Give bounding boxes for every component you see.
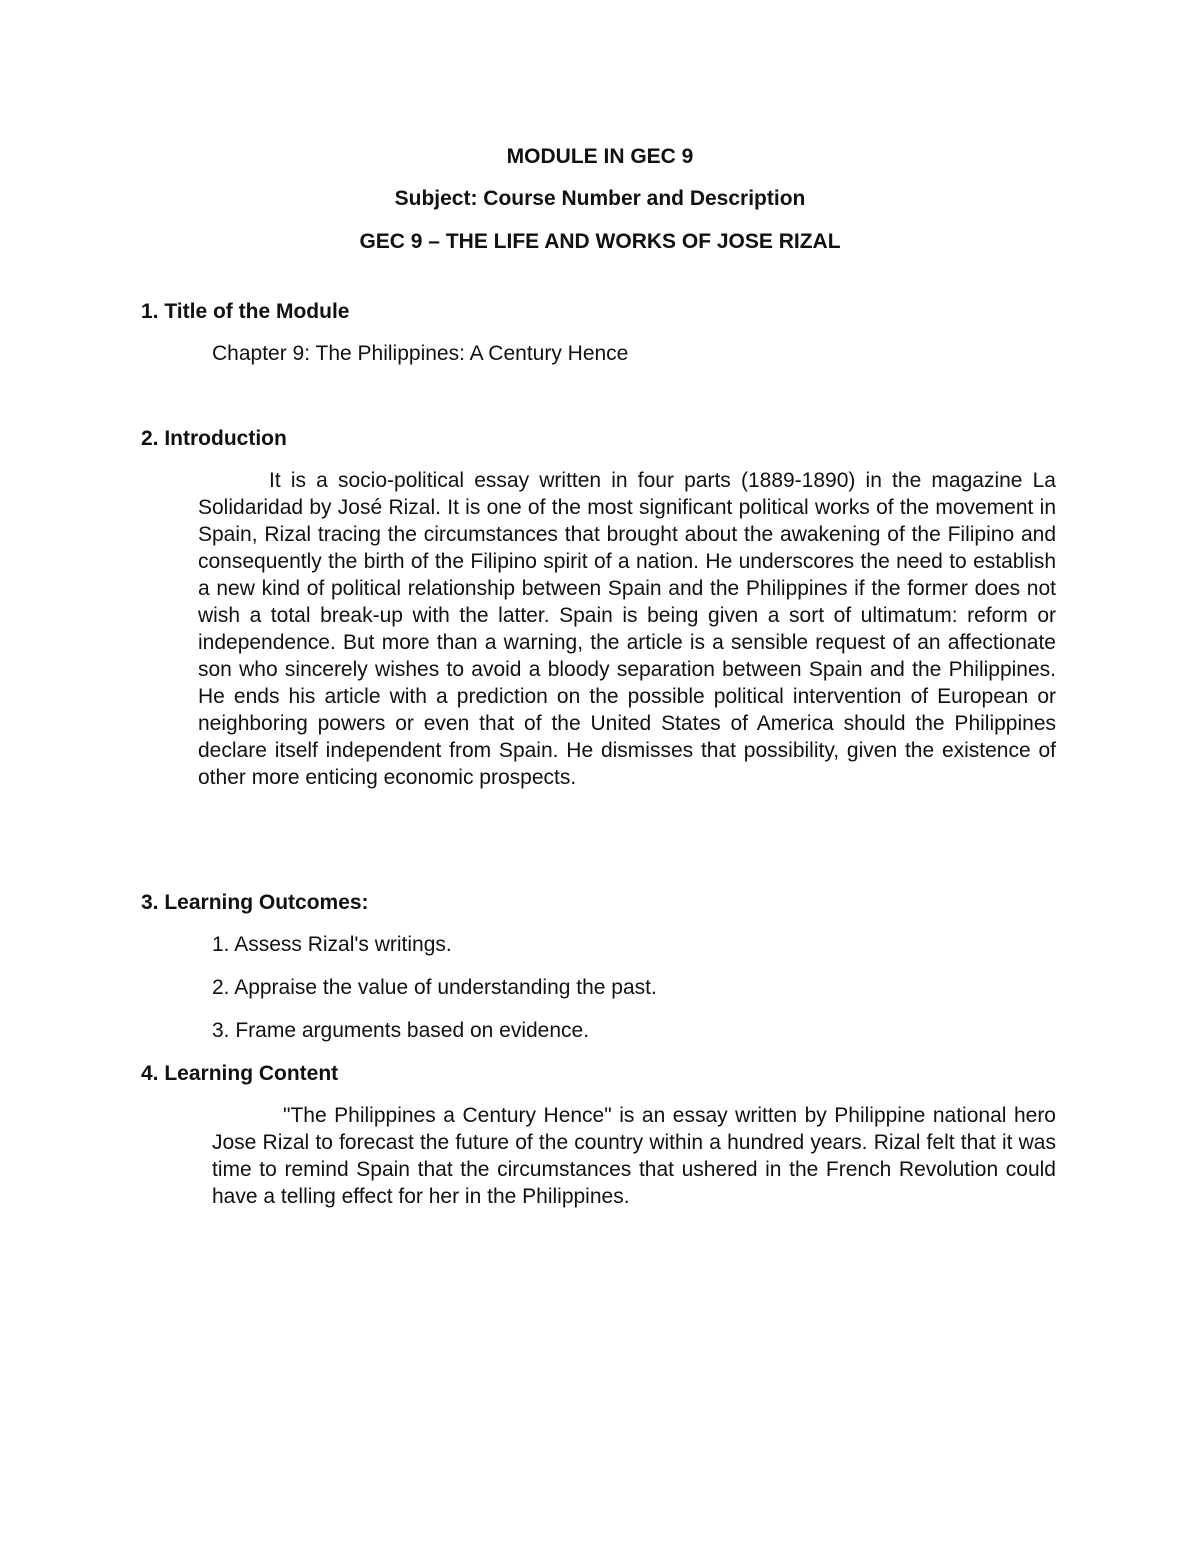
learning-outcomes-heading: 3. Learning Outcomes: [141,891,369,914]
subject-line: Subject: Course Number and Description [394,187,806,210]
introduction-paragraph: It is a socio-political essay written in four parts (1889-1890) in the magazine La Solidaridad by José Rizal. It is one of the most significant political works of the movement in Spain, Rizal tracing the circumstances that brought about the awakening of the Filipino and consequently the birth of the Filipino spirit of a nation. He underscores the need to establish a new kind of political relationship between Spain and the Philippines if the former does not wish a total break-up with the latter. Spain is being given a sort of ultimatum: reform or independence. But more than a warning, the article is a sensible request of an affectionate son who sincerely wishes to avoid a bloody separation between Spain and the Philippines. He ends his article with a prediction on the possible political intervention of European or neighboring powers or even that of the United States of America should the Philippines declare itself independent from Spain. He dismisses that possibility, given the existence of other more enticing economic prospects. [198,469,1056,789]
module-title: MODULE IN GEC 9 [506,145,694,168]
course-title: GEC 9 – THE LIFE AND WORKS OF JOSE RIZAL [359,230,841,253]
chapter-title: Chapter 9: The Philippines: A Century Hence [212,342,629,365]
outcome-item: 2. Appraise the value of understanding the past. [212,976,657,999]
introduction-heading: 2. Introduction [141,427,287,450]
outcome-item: 3. Frame arguments based on evidence. [212,1019,590,1042]
learning-content-heading: 4. Learning Content [141,1062,339,1085]
outcome-item: 1. Assess Rizal's writings. [212,933,452,956]
title-of-module-heading: 1. Title of the Module [141,300,350,323]
learning-content-paragraph: "The Philippines a Century Hence" is an essay written by Philippine national hero Jose Rizal to forecast the future of the country within a hundred years. Rizal felt that it was time to remind Spain that the circumstances that ushered in the French Revolution could have a telling effect for her in the Philippines. [212,1104,1056,1208]
